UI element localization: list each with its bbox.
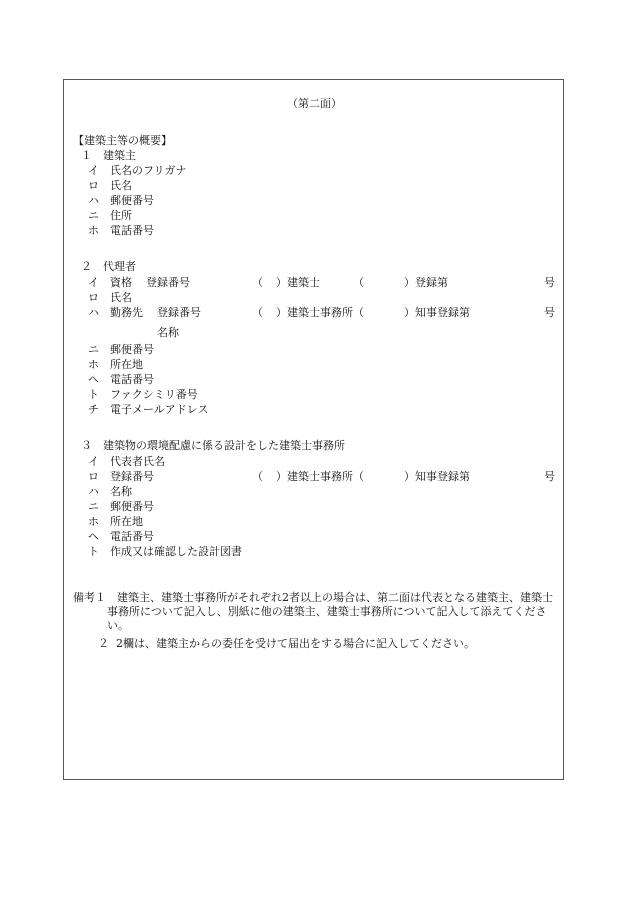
sec1-i-label: 氏名のフリガナ [110, 164, 187, 177]
sec2-ha-paren-close: ）建築士事務所（ [276, 306, 364, 319]
sec1-i-key: イ [88, 164, 99, 177]
sec3-ni-label: 郵便番号 [110, 500, 154, 513]
sec3-i-key: イ [88, 455, 99, 468]
sec2-ha-key: ハ [88, 306, 99, 319]
sec3-ro-key: ロ [88, 470, 99, 483]
sec3-ro-paren2-close: ）知事登録第 [404, 470, 470, 483]
sec3-title: ３ 建築物の環境配慮に係る設計をした建築士事務所 [81, 439, 345, 452]
sec2-to-label: ファクシミリ番号 [110, 388, 198, 401]
form-frame [63, 79, 564, 780]
sec1-ho-label: 電話番号 [110, 224, 154, 237]
sec2-ha-go: 号 [544, 306, 555, 319]
sec2-i-paren-open: （ [252, 276, 263, 289]
remark-1-text: 建築主、建築士事務所がそれぞれ2者以上の場合は、第二面は代表となる建築主、建築士事務所について記入し、別紙に他の建築主、建築士事務所について記入して添えてください。 [107, 591, 553, 632]
page-label: （第二面） [287, 97, 342, 110]
sec2-ho-label: 所在地 [110, 358, 143, 371]
sec3-i-label: 代表者氏名 [110, 455, 165, 468]
sec1-ni-label: 住所 [110, 209, 132, 222]
sec2-ni-key: ニ [88, 343, 99, 356]
sec1-title: １ 建築主 [81, 149, 136, 162]
sec1-ha-label: 郵便番号 [110, 194, 154, 207]
sec3-ho-label: 所在地 [110, 515, 143, 528]
sec3-ro-go: 号 [544, 470, 555, 483]
sec2-ha-paren-open: （ [252, 306, 263, 319]
sec2-he-key: ヘ [88, 373, 99, 386]
sec2-i-reg: 登録番号 [146, 276, 190, 289]
sec2-i-paren-close: ）建築士 [276, 276, 320, 289]
remark-2-text: 2欄は、建築主からの委任を受けて届出をする場合に記入してください。 [116, 637, 475, 650]
sec3-to-key: ト [88, 545, 99, 558]
sec3-ha-key: ハ [88, 485, 99, 498]
sec2-chi-label: 電子メールアドレス [110, 403, 209, 416]
sec2-i-label: 資格 [110, 276, 132, 289]
sec2-ha-name: 名称 [157, 326, 179, 339]
remark-2-label: ２ [98, 637, 109, 650]
sec2-ro-label: 氏名 [110, 291, 132, 304]
sec3-ho-key: ホ [88, 515, 99, 528]
sec2-i-paren2-open: （ [353, 276, 364, 289]
sec3-ro-label: 登録番号 [110, 470, 154, 483]
section-heading: 【建築主等の概要】 [73, 134, 172, 147]
sec2-ni-label: 郵便番号 [110, 343, 154, 356]
sec3-ha-label: 名称 [110, 485, 132, 498]
remark-1-label: 備考１ [73, 591, 106, 604]
sec2-ro-key: ロ [88, 291, 99, 304]
sec2-he-label: 電話番号 [110, 373, 154, 386]
sec2-ho-key: ホ [88, 358, 99, 371]
sec3-to-label: 作成又は確認した設計図書 [110, 545, 242, 558]
sec1-ro-key: ロ [88, 179, 99, 192]
sec3-ni-key: ニ [88, 500, 99, 513]
sec1-ni-key: ニ [88, 209, 99, 222]
sec2-i-key: イ [88, 276, 99, 289]
sec1-ha-key: ハ [88, 194, 99, 207]
sec2-ha-reg: 登録番号 [157, 306, 201, 319]
sec2-ha-label: 勤務先 [110, 306, 143, 319]
sec3-he-key: ヘ [88, 530, 99, 543]
sec2-to-key: ト [88, 388, 99, 401]
sec2-chi-key: チ [88, 403, 99, 416]
sec2-i-go: 号 [544, 276, 555, 289]
sec1-ro-label: 氏名 [110, 179, 132, 192]
sec1-ho-key: ホ [88, 224, 99, 237]
sec3-ro-paren-close: ）建築士事務所（ [276, 470, 364, 483]
sec2-title: ２ 代理者 [81, 260, 136, 273]
sec3-ro-paren-open: （ [252, 470, 263, 483]
sec2-ha-paren2-close: ）知事登録第 [404, 306, 470, 319]
sec3-he-label: 電話番号 [110, 530, 154, 543]
sec2-i-paren2-close: ）登録第 [404, 276, 448, 289]
